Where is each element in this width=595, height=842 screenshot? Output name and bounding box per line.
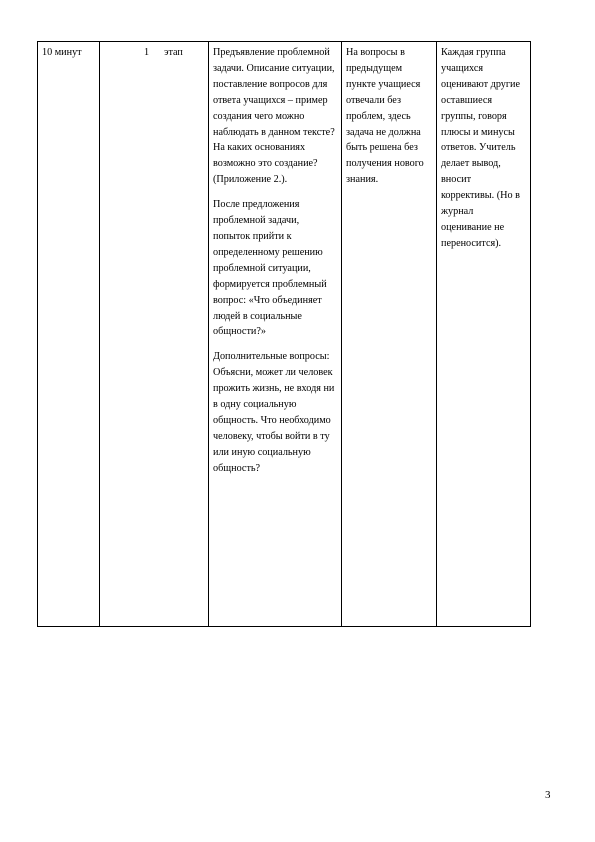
- students-text: На вопросы в предыдущем пункте учащиеся отвечали без проблем, здесь задача не должна быть решена без получения нового знания.: [346, 47, 424, 186]
- teacher-paragraph: Предъявление проблемной задачи. Описание ситуации, поставление вопросов для ответа учащихся – пример создания чего можно наблюдать в данном тексте? На каких основаниях возможно это создание? (Приложение 2.).: [213, 47, 335, 186]
- page-number: 3: [545, 789, 551, 801]
- evaluation-text: Каждая группа учащихся оценивают другие оставшиеся группы, говоря плюсы и минусы ответов. Учитель делает вывод, вносит коррективы. (Но в журнал оценивание не переносится).: [441, 47, 521, 249]
- time-text: 10 минут: [42, 47, 82, 58]
- table-row: [38, 42, 531, 627]
- time-cell: [38, 42, 100, 627]
- stage-cell: [100, 42, 209, 627]
- students-activity-cell: [342, 42, 437, 627]
- stage-word: этап: [164, 47, 183, 58]
- stage-number: 1: [144, 47, 150, 58]
- evaluation-cell: [437, 42, 531, 627]
- teacher-activity-cell: [209, 42, 342, 627]
- lesson-plan-table: [37, 41, 531, 627]
- teacher-paragraph: Дополнительные вопросы: Объясни, может ли человек прожить жизнь, не входя ни в одну социальную общность. Что необходимо человеку, чтобы войти в ту или иную социальную общность?: [213, 351, 335, 474]
- teacher-paragraph: После предложения проблемной задачи, попыток прийти к определенному решению проблемной ситуации, формируется проблемный вопрос: «Что объединяет людей в социальные общности?»: [213, 199, 327, 338]
